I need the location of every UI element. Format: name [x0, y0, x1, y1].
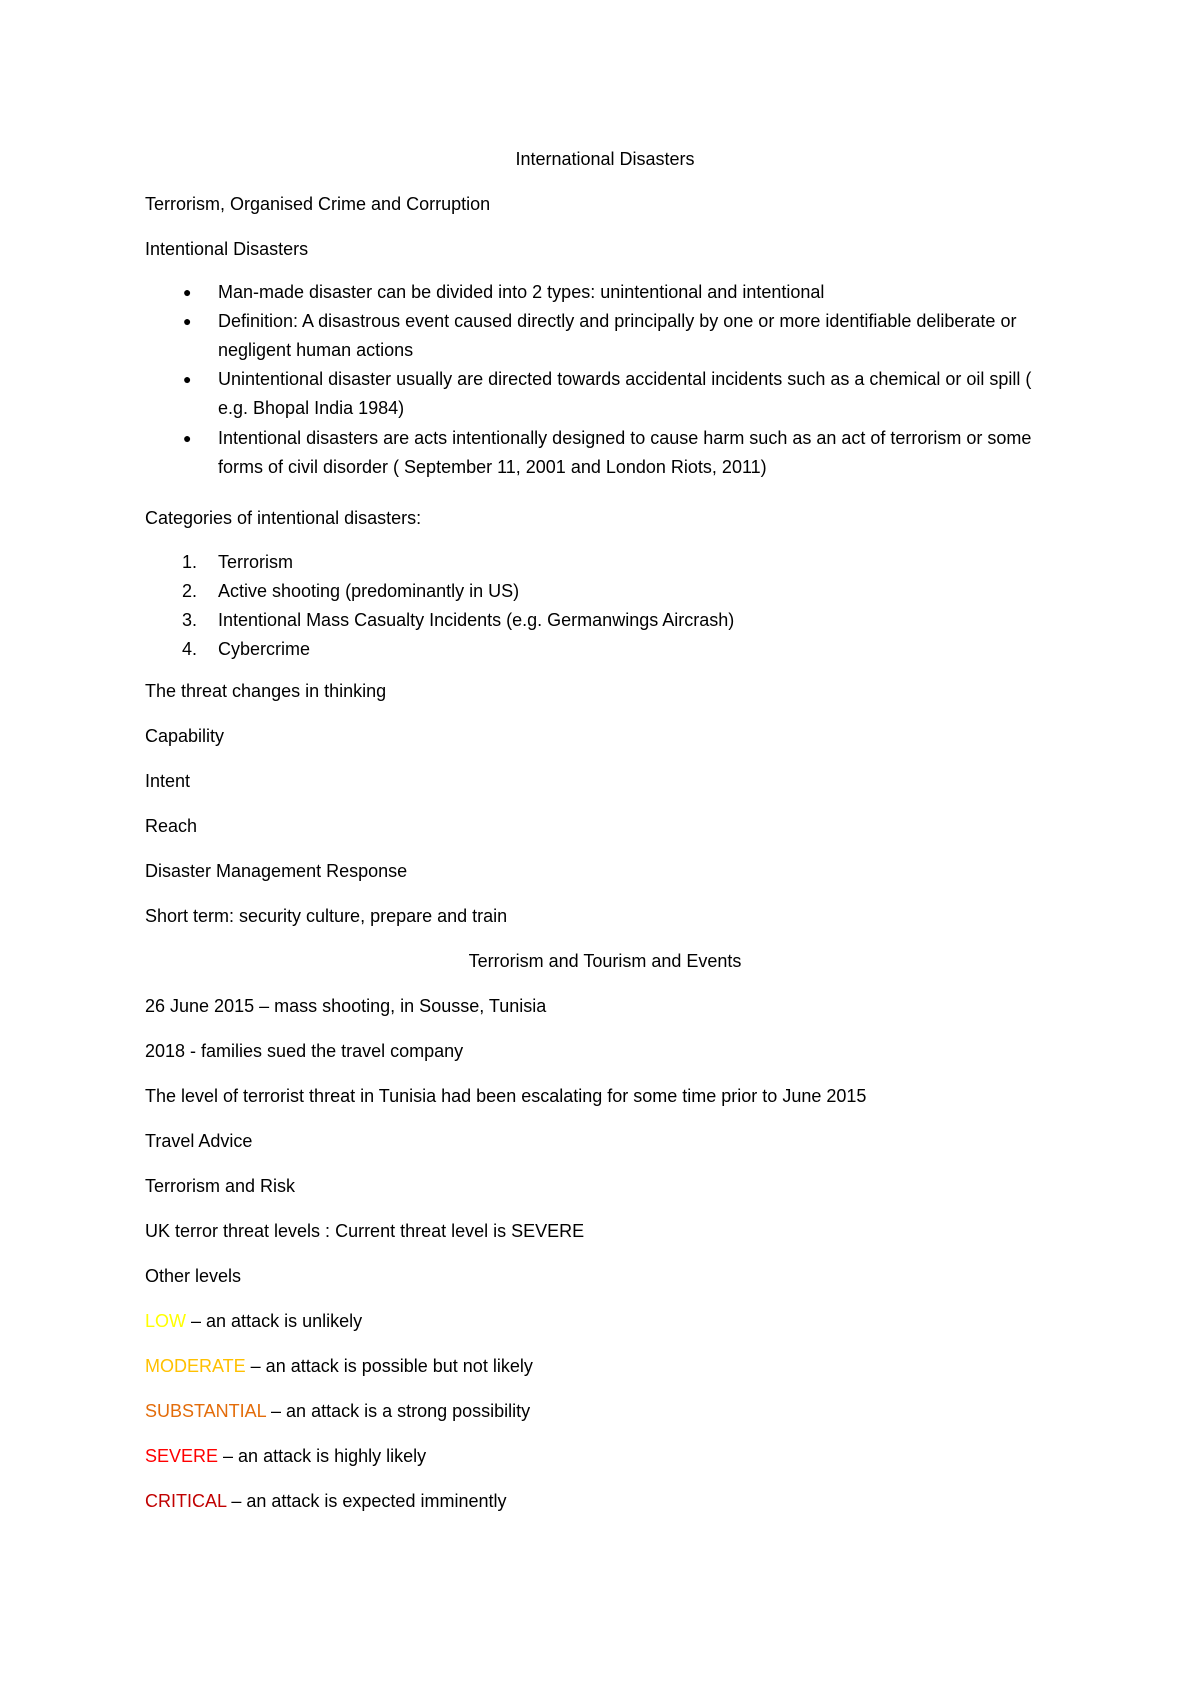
- bullet-icon: ●: [183, 430, 192, 446]
- reach-text: Reach: [145, 816, 198, 836]
- list-item: [145, 577, 1065, 606]
- list-item: [145, 635, 1065, 664]
- level-description: – an attack is possible but not likely: [245, 1356, 533, 1376]
- bullet-icon: ●: [183, 313, 192, 329]
- threat-level-critical: [145, 1489, 506, 1513]
- document-title: International Disasters: [515, 149, 695, 169]
- level-name: SEVERE: [145, 1446, 219, 1466]
- level-description: – an attack is expected imminently: [226, 1491, 507, 1511]
- level-name: LOW: [145, 1311, 187, 1331]
- level-description: – an attack is a strong possibility: [266, 1401, 531, 1421]
- level-name: MODERATE: [145, 1356, 246, 1376]
- other-levels-text: Other levels: [145, 1266, 242, 1286]
- categories-heading: Categories of intentional disasters:: [145, 508, 422, 528]
- uk-levels-text: UK terror threat levels : Current threat level is SEVERE: [145, 1221, 585, 1241]
- list-number: 2.: [182, 581, 198, 601]
- threat-level-moderate: [145, 1354, 533, 1378]
- threat-level-severe: [145, 1444, 426, 1468]
- list-item: [145, 307, 1065, 365]
- travel-advice-text: Travel Advice: [145, 1131, 253, 1151]
- threat-level-low: [145, 1309, 362, 1333]
- level-name: CRITICAL: [145, 1491, 227, 1511]
- list-item: [145, 365, 1065, 423]
- document-subtitle: Terrorism, Organised Crime and Corruption: [145, 194, 491, 214]
- section-heading-intentional: Intentional Disasters: [145, 239, 309, 259]
- bullet-icon: ●: [183, 371, 192, 387]
- level-description: – an attack is unlikely: [186, 1311, 363, 1331]
- list-text: Terrorism: [218, 552, 293, 572]
- list-item: [145, 606, 1065, 635]
- bullet-icon: ●: [183, 284, 192, 300]
- capability-text: Capability: [145, 726, 225, 746]
- level-name: SUBSTANTIAL: [145, 1401, 267, 1421]
- terrorism-risk-text: Terrorism and Risk: [145, 1176, 296, 1196]
- list-number: 3.: [182, 610, 198, 630]
- bullet-text: Intentional disasters are acts intentionally designed to cause harm such as an act of terrorism or some forms of civil disorder ( September 11, 2001 and London Riots, 2011): [218, 428, 1032, 477]
- list-text: Intentional Mass Casualty Incidents (e.g. Germanwings Aircrash): [218, 610, 735, 630]
- list-text: Cybercrime: [218, 639, 311, 659]
- section-heading-tourism: Terrorism and Tourism and Events: [468, 951, 742, 971]
- threat-changes: The threat changes in thinking: [145, 681, 387, 701]
- list-item: [145, 424, 1065, 482]
- threat-level-substantial: [145, 1399, 530, 1423]
- dm-response-text: Disaster Management Response: [145, 861, 408, 881]
- event-2018-text: 2018 - families sued the travel company: [145, 1041, 464, 1061]
- bullet-text: Man-made disaster can be divided into 2 types: unintentional and intentional: [218, 282, 825, 302]
- tunisia-threat-text: The level of terrorist threat in Tunisia had been escalating for some time prior to June 2015: [145, 1086, 867, 1106]
- list-text: Active shooting (predominantly in US): [218, 581, 520, 601]
- list-number: 1.: [182, 552, 198, 572]
- intent-text: Intent: [145, 771, 191, 791]
- level-description: – an attack is highly likely: [218, 1446, 427, 1466]
- list-item: [145, 278, 1065, 307]
- list-number: 4.: [182, 639, 198, 659]
- bullet-text: Unintentional disaster usually are directed towards accidental incidents such as a chemical or oil spill ( e.g. Bhopal India 1984): [218, 369, 1032, 418]
- list-item: [145, 548, 1065, 577]
- short-term-text: Short term: security culture, prepare and train: [145, 906, 508, 926]
- bullet-text: Definition: A disastrous event caused directly and principally by one or more identifiable deliberate or negligent human actions: [218, 311, 1017, 360]
- event-2015-text: 26 June 2015 – mass shooting, in Sousse, Tunisia: [145, 996, 547, 1016]
